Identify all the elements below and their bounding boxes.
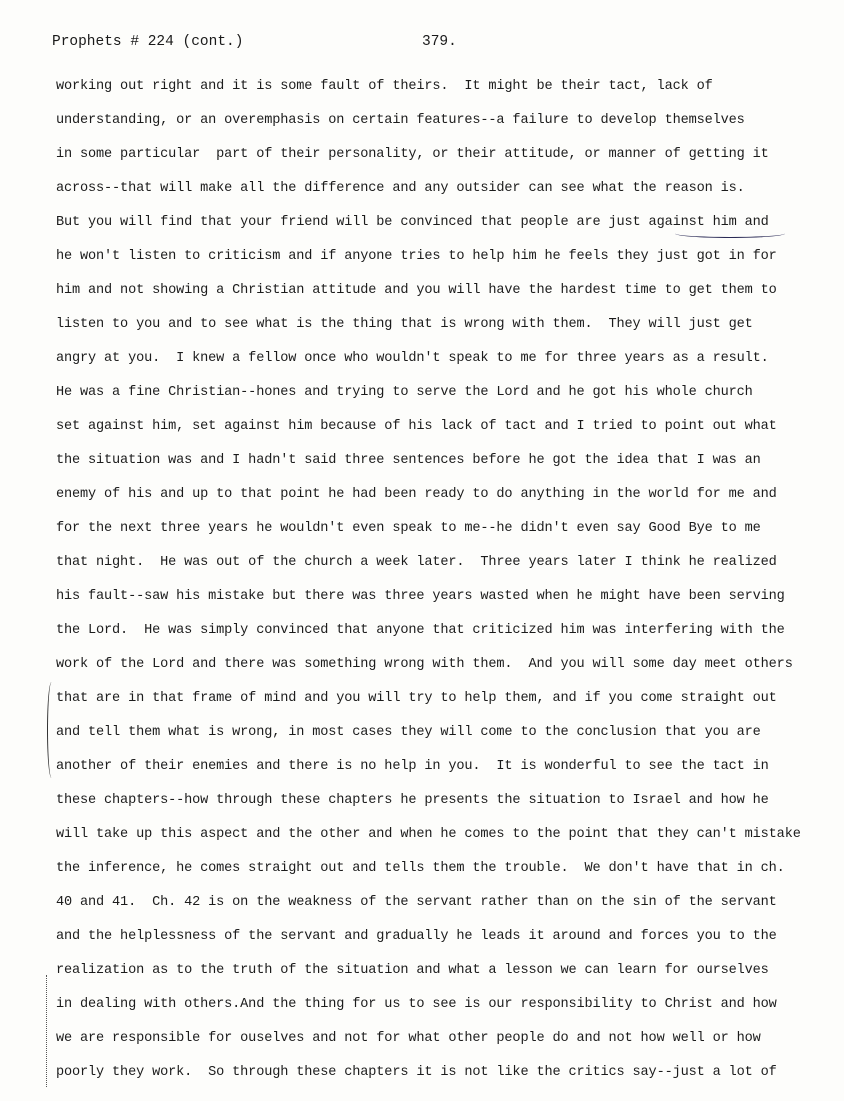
text-line: working out right and it is some fault of theirs. It might be their tact, lack of <box>56 79 713 94</box>
text-line: we are responsible for ouselves and not for what other people do and not how well or how <box>56 1031 761 1046</box>
text-line: that night. He was out of the church a week later. Three years later I think he realized <box>56 555 777 570</box>
text-line: angry at you. I knew a fellow once who wouldn't speak to me for three years as a result. <box>56 351 769 366</box>
text-line: he won't listen to criticism and if anyone tries to help him he feels they just got in for <box>56 249 777 264</box>
text-line: listen to you and to see what is the thing that is wrong with them. They will just get <box>56 317 753 332</box>
text-line: work of the Lord and there was something wrong with them. And you will some day meet others <box>56 657 793 672</box>
text-line: in some particular part of their personality, or their attitude, or manner of getting it <box>56 147 769 162</box>
text-line: and tell them what is wrong, in most cases they will come to the conclusion that you are <box>56 725 761 740</box>
text-line: another of their enemies and there is no help in you. It is wonderful to see the tact in <box>56 759 769 774</box>
text-line: him and not showing a Christian attitude and you will have the hardest time to get them to <box>56 283 777 298</box>
text-line: But you will find that your friend will be convinced that people are just against him and <box>56 215 769 230</box>
text-line: the situation was and I hadn't said three sentences before he got the idea that I was an <box>56 453 761 468</box>
document-title: Prophets # 224 (cont.) <box>52 34 244 50</box>
text-line: realization as to the truth of the situation and what a lesson we can learn for ourselves <box>56 963 769 978</box>
text-line: 40 and 41. Ch. 42 is on the weakness of the servant rather than on the sin of the servant <box>56 895 777 910</box>
text-line: will take up this aspect and the other and when he comes to the point that they can't mistake <box>56 827 801 842</box>
text-line: He was a fine Christian--hones and trying to serve the Lord and he got his whole church <box>56 385 753 400</box>
margin-bracket <box>47 682 56 778</box>
margin-bracket-dotted <box>46 975 53 1087</box>
text-line: understanding, or an overemphasis on certain features--a failure to develop themselves <box>56 113 745 128</box>
text-line: set against him, set against him because of his lack of tact and I tried to point out what <box>56 419 777 434</box>
text-line: for the next three years he wouldn't even speak to me--he didn't even say Good Bye to me <box>56 521 761 536</box>
text-line: the inference, he comes straight out and tells them the trouble. We don't have that in ch. <box>56 861 785 876</box>
text-line: enemy of his and up to that point he had been ready to do anything in the world for me and <box>56 487 777 502</box>
text-line: poorly they work. So through these chapters it is not like the critics say--just a lot of <box>56 1065 777 1080</box>
text-line: in dealing with others.And the thing for us to see is our responsibility to Christ and how <box>56 997 777 1012</box>
body-text <box>56 70 826 1090</box>
text-line: these chapters--how through these chapters he presents the situation to Israel and how he <box>56 793 769 808</box>
page-number: 379. <box>422 34 457 50</box>
handwritten-underline <box>675 229 785 238</box>
text-line: the Lord. He was simply convinced that anyone that criticized him was interfering with the <box>56 623 785 638</box>
text-line: his fault--saw his mistake but there was three years wasted when he might have been serving <box>56 589 785 604</box>
page-header <box>52 34 812 54</box>
text-line: that are in that frame of mind and you will try to help them, and if you come straight out <box>56 691 777 706</box>
text-line: and the helplessness of the servant and gradually he leads it around and forces you to the <box>56 929 777 944</box>
text-line: across--that will make all the difference and any outsider can see what the reason is. <box>56 181 745 196</box>
